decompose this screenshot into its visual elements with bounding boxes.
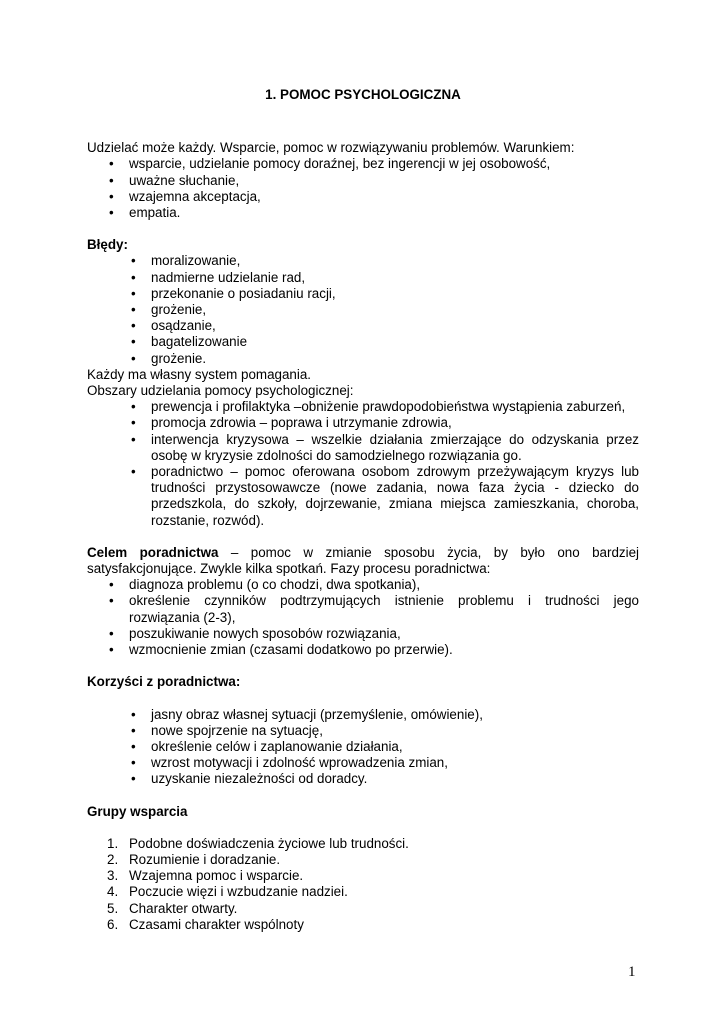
list-item: • osądzanie, xyxy=(87,318,639,334)
list-item: • bagatelizowanie xyxy=(87,334,639,350)
intro-list xyxy=(87,156,639,221)
phases-list xyxy=(87,577,639,658)
list-item: • określenie celów i zaplanowanie działania, xyxy=(87,739,639,755)
list-item: • określenie czynników podtrzymujących istnienie problemu i trudności jego rozwiązania (2-3), xyxy=(87,593,639,625)
list-item: • wzmocnienie zmian (czasami dodatkowo po przerwie). xyxy=(87,642,639,658)
support-groups-list xyxy=(87,836,639,933)
list-item: • grożenie. xyxy=(87,351,639,367)
list-item: 2. Rozumienie i doradzanie. xyxy=(107,851,281,867)
list-item: • empatia. xyxy=(87,205,639,221)
list-item: 3. Wzajemna pomoc i wsparcie. xyxy=(107,868,304,884)
list-item: • interwencja kryzysowa – wszelkie działania zmierzające do odzyskania przez osobę w kryzysie zdolności do samodzielnego rozwiązania go. xyxy=(87,432,639,464)
page-title: 1. POMOC PSYCHOLOGICZNA xyxy=(265,87,461,102)
errors-list xyxy=(87,253,639,366)
list-item: • nadmierne udzielanie rad, xyxy=(87,270,639,286)
areas-list xyxy=(87,399,639,529)
paragraph-line: Każdy ma własny system pomagania. xyxy=(87,366,312,382)
list-item: • wsparcie, udzielanie pomocy doraźnej, bez ingerencji w jej osobowość, xyxy=(87,156,639,172)
list-item: • jasny obraz własnej sytuacji (przemyślenie, omówienie), xyxy=(87,707,639,723)
list-item: 5. Charakter otwarty. xyxy=(107,900,238,916)
list-item: 6. Czasami charakter wspólnoty xyxy=(107,916,304,932)
counseling-lead: Celem poradnictwa xyxy=(87,544,219,560)
list-item: • wzajemna akceptacja, xyxy=(87,189,639,205)
list-item: • diagnoza problemu (o co chodzi, dwa spotkania), xyxy=(87,577,639,593)
page-number: 1 xyxy=(628,964,636,980)
benefits-list xyxy=(87,707,639,788)
benefits-heading: Korzyści z poradnictwa: xyxy=(87,674,241,690)
errors-heading: Błędy: xyxy=(87,237,128,253)
list-item: • poradnictwo – pomoc oferowana osobom zdrowym przeżywającym kryzys lub trudności przystosowawcze (nowe zadania, nowa faza życia - dziecko do przedszkola, do szkoły, dojrzewanie, zmiana miejsca zamieszkania, choroba, rozstanie, rozwód). xyxy=(87,464,639,529)
intro-text: Udzielać może każdy. Wsparcie, pomoc w rozwiązywaniu problemów. Warunkiem: xyxy=(87,140,575,156)
list-item: • uzyskanie niezależności od doradcy. xyxy=(87,771,639,787)
document-page xyxy=(87,87,639,933)
list-item: • prewencja i profilaktyka –obniżenie prawdopodobieństwa wystąpienia zaburzeń, xyxy=(87,399,639,415)
list-item: • wzrost motywacji i zdolność wprowadzenia zmian, xyxy=(87,755,639,771)
list-item: • nowe spojrzenie na sytuację, xyxy=(87,723,639,739)
list-item: 4. Poczucie więzi i wzbudzanie nadziei. xyxy=(107,884,348,900)
list-item: • uważne słuchanie, xyxy=(87,173,639,189)
support-groups-heading: Grupy wsparcia xyxy=(87,803,188,819)
list-item: • moralizowanie, xyxy=(87,253,639,269)
list-item: • poszukiwanie nowych sposobów rozwiązania, xyxy=(87,626,639,642)
list-item: • przekonanie o posiadaniu racji, xyxy=(87,286,639,302)
counseling-text: – pomoc w zmianie sposobu życia, by było ono bardziej satysfakcjonujące. Zwykle kilka spotkań. Fazy procesu poradnictwa: xyxy=(87,544,639,577)
list-item: • promocja zdrowia – poprawa i utrzymanie zdrowia, xyxy=(87,415,639,431)
list-item: 1. Podobne doświadczenia życiowe lub trudności. xyxy=(107,835,409,851)
list-item: • grożenie, xyxy=(87,302,639,318)
paragraph-line: Obszary udzielania pomocy psychologicznej: xyxy=(87,383,354,399)
counseling-paragraph xyxy=(87,545,639,577)
